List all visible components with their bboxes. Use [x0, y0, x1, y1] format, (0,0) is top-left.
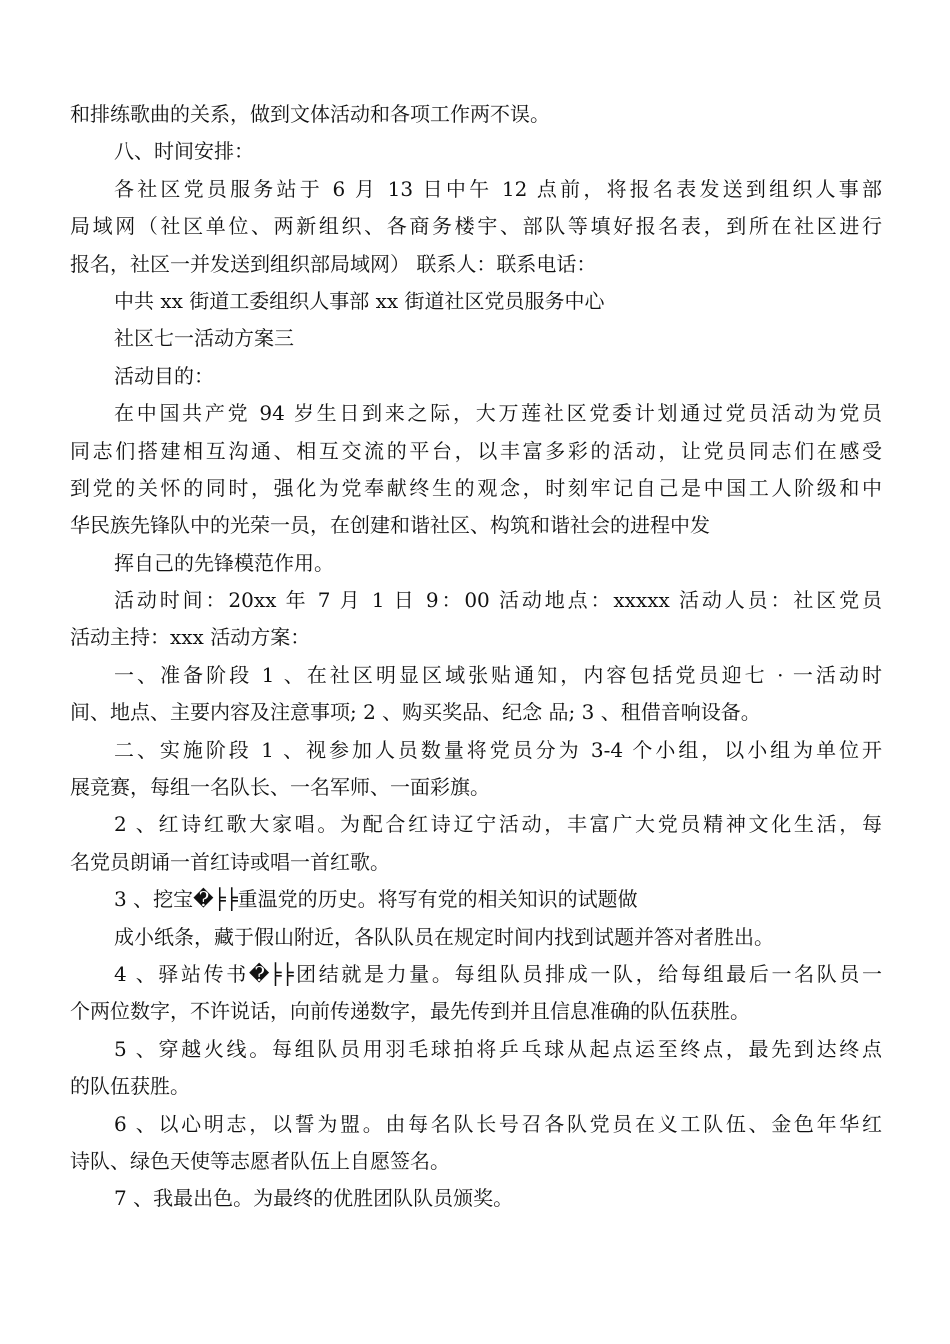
text-line: 2 、红诗红歌大家唱。为配合红诗辽宁活动，丰富广大党员精神文化生活，每: [114, 812, 882, 837]
text-line: 间、地点、主要内容及注意事项; 2 、购买奖品、纪念 品; 3 、租借音响设备。: [70, 700, 761, 725]
text-line: 一、准备阶段 1 、在社区明显区域张贴通知，内容包括党员迎七 · 一活动时: [114, 662, 882, 687]
text-line: 挥自己的先锋模范作用。: [114, 550, 334, 575]
text-line: 二、实施阶段 1 、视参加人员数量将党员分为 3-4 个小组，以小组为单位开: [114, 737, 882, 762]
text-line: 5 、穿越火线。每组队员用羽毛球拍将乒乓球从起点运至终点，最先到达终点: [114, 1036, 882, 1061]
text-line: 4 、驿站传书�╞╞团结就是力量。每组队员排成一队，给每组最后一名队员一: [114, 961, 882, 986]
text-line: 和排练歌曲的关系，做到文体活动和各项工作两不误。: [70, 102, 550, 126]
text-line: 成小纸条，藏于假山附近，各队队员在规定时间内找到试题并答对者胜出。: [114, 924, 774, 949]
text-line: 在中国共产党 94 岁生日到来之际，大万莲社区党委计划通过党员活动为党员: [114, 401, 882, 426]
text-line: 到党的关怀的同时，强化为党奉献终生的观念，时刻牢记自己是中国工人阶级和中: [70, 475, 882, 500]
text-line: 同志们搭建相互沟通、相互交流的平台，以丰富多彩的活动，让党员同志们在感受: [70, 438, 882, 463]
text-line: 3 、挖宝�╞╞重温党的历史。将写有党的相关知识的试题做: [114, 887, 638, 912]
text-line: 报名，社区一并发送到组织部局域网） 联系人：联系电话：: [70, 251, 597, 276]
text-line: 7 、我最出色。为最终的优胜团队队员颁奖。: [114, 1186, 514, 1211]
text-line: 中共 xx 街道工委组织人事部 xx 街道社区党员服务中心: [114, 288, 605, 313]
text-line: 华民族先锋队中的光荣一员，在创建和谐社区、构筑和谐社会的进程中发: [70, 513, 710, 538]
text-line: 八、时间安排：: [114, 139, 254, 164]
text-line: 个两位数字，不许说话，向前传递数字，最先传到并且信息准确的队伍获胜。: [70, 999, 750, 1024]
text-line: 社区七一活动方案三: [114, 326, 294, 351]
text-line: 展竞赛，每组一名队长、一名军师、一面彩旗。: [70, 775, 490, 800]
text-line: 活动时间：20xx 年 7 月 1 日 9：00 活动地点：xxxxx 活动人员：社区党员: [114, 588, 882, 613]
text-line: 的队伍获胜。: [70, 1074, 190, 1099]
document-body: [70, 96, 882, 1218]
text-line: 活动目的：: [114, 363, 214, 388]
text-line: 活动主持：xxx 活动方案：: [70, 625, 311, 650]
text-line: 名党员朗诵一首红诗或唱一首红歌。: [70, 849, 390, 874]
text-line: 6 、以心明志，以誓为盟。由每名队长号召各队党员在义工队伍、金色年华红: [114, 1111, 882, 1136]
text-line: 各社区党员服务站于 6 月 13 日中午 12 点前，将报名表发送到组织人事部: [114, 176, 882, 201]
text-line: 局域网（社区单位、两新组织、各商务楼宇、部队等填好报名表，到所在社区进行: [70, 214, 882, 239]
text-line: 诗队、绿色天使等志愿者队伍上自愿签名。: [70, 1148, 450, 1173]
